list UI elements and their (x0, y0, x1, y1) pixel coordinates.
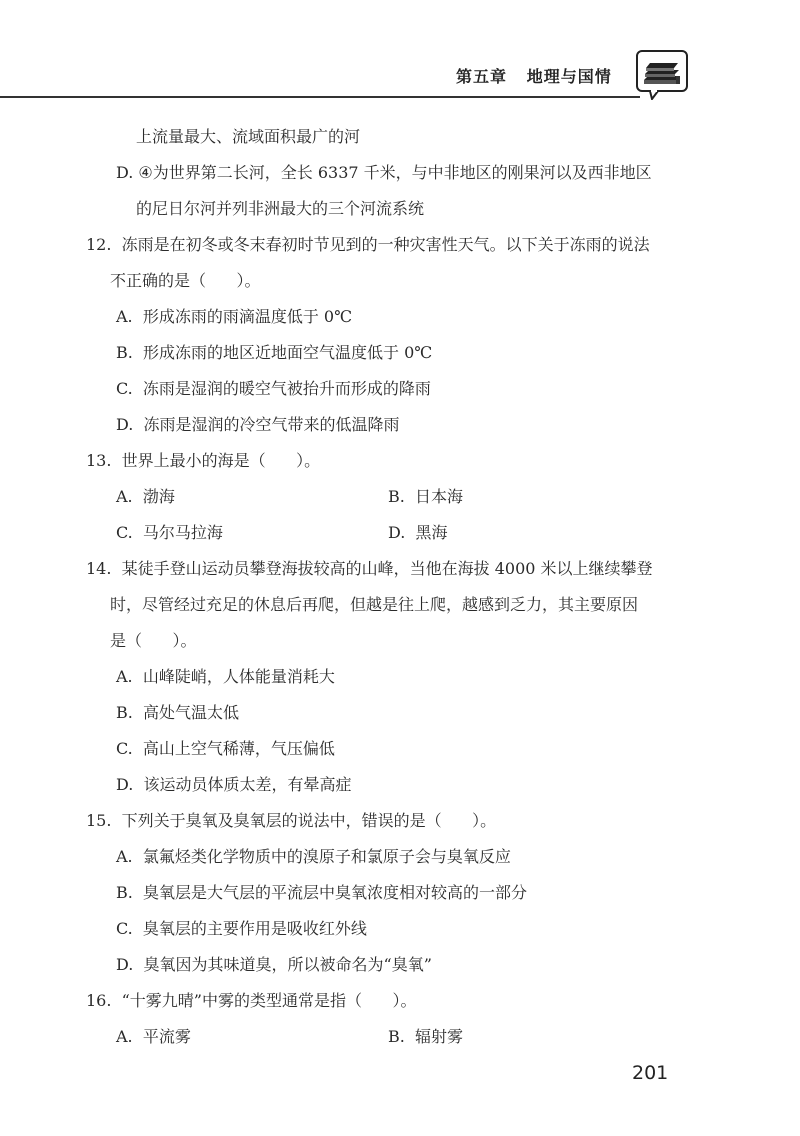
q15-stem: 15. 下列关于臭氧及臭氧层的说法中，错误的是（ ）。 (86, 811, 497, 830)
q16-option-b: B. 辐射雾 (388, 1027, 464, 1046)
q12-option-a: A. 形成冻雨的雨滴温度低于 0℃ (116, 307, 352, 326)
q12-option-b: B. 形成冻雨的地区近地面空气温度低于 0℃ (116, 343, 433, 362)
header-rule (0, 96, 640, 98)
q13-stem: 13. 世界上最小的海是（ ）。 (86, 451, 321, 470)
chapter-title: 地理与国情 (526, 67, 612, 86)
q15-option-b: B. 臭氧层是大气层的平流层中臭氧浓度相对较高的一部分 (116, 883, 528, 902)
q13-option-d: D. 黑海 (388, 523, 448, 542)
q12-option-d: D. 冻雨是湿润的冷空气带来的低温降雨 (116, 415, 400, 434)
q12-stem-cont: 不正确的是（ ）。 (110, 271, 261, 290)
chapter-header (456, 64, 612, 87)
q15-option-d: D. 臭氧因为其味道臭，所以被命名为“臭氧” (116, 955, 432, 974)
q16-option-a: A. 平流雾 (116, 1027, 191, 1046)
q14-option-c: C. 高山上空气稀薄，气压偏低 (116, 739, 335, 758)
q13-option-c: C. 马尔马拉海 (116, 523, 223, 542)
q12-option-c: C. 冻雨是湿润的暖空气被抬升而形成的降雨 (116, 379, 431, 398)
q14-stem-cont2: 是（ ）。 (110, 631, 197, 650)
q12-stem: 12. 冻雨是在初冬或冬末春初时节见到的一种灾害性天气。以下关于冻雨的说法 (86, 235, 650, 254)
q13-option-b: B. 日本海 (388, 487, 464, 506)
book-stack-icon (636, 50, 688, 100)
page-number: 201 (632, 1062, 669, 1084)
q14-option-a: A. 山峰陡峭，人体能量消耗大 (116, 667, 335, 686)
q13-option-a: A. 渤海 (116, 487, 175, 506)
q14-option-b: B. 高处气温太低 (116, 703, 240, 722)
q11-continuation: 上流量最大、流域面积最广的河 (136, 127, 361, 146)
q16-stem: 16. “十雾九晴”中雾的类型通常是指（ ）。 (86, 991, 417, 1010)
q14-stem: 14. 某徒手登山运动员攀登海拔较高的山峰，当他在海拔 4000 米以上继续攀登 (86, 559, 653, 578)
q11-option-d-cont: 的尼日尔河并列非洲最大的三个河流系统 (136, 199, 425, 218)
q11-option-d: D. ④为世界第二长河，全长 6337 千米，与中非地区的刚果河以及西非地区 (116, 163, 652, 182)
q14-stem-cont1: 时，尽管经过充足的休息后再爬，但越是往上爬，越感到乏力，其主要原因 (110, 595, 639, 614)
chapter-label: 第五章 (456, 67, 508, 86)
q14-option-d: D. 该运动员体质太差，有晕高症 (116, 775, 352, 794)
q15-option-c: C. 臭氧层的主要作用是吸收红外线 (116, 919, 367, 938)
q15-option-a: A. 氯氟烃类化学物质中的溴原子和氯原子会与臭氧反应 (116, 847, 511, 866)
